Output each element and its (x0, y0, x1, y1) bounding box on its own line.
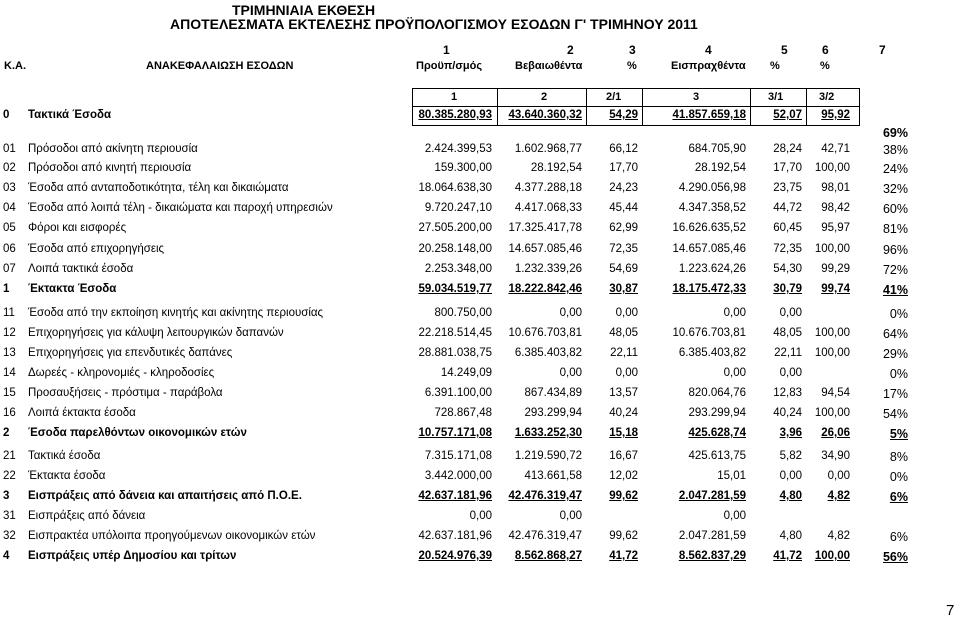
cell-c7-extra: 69% (882, 126, 908, 140)
row-label: Εισπράξεις από δάνεια (28, 510, 146, 522)
cell-c4: 0,00 (723, 510, 746, 522)
cell-c2: 10.676.703,81 (508, 327, 582, 339)
cell-c3: 40,24 (609, 407, 638, 419)
row-label: Τακτικά Έσοδα (28, 109, 112, 121)
cell-c5: 4,80 (779, 490, 802, 502)
cell-c3: 12,02 (609, 470, 638, 482)
cell-c3: 99,62 (609, 490, 638, 502)
cell-c6: 4,82 (827, 530, 850, 542)
cell-c5: 72,35 (773, 243, 802, 255)
row-label: Έκτακτα έσοδα (28, 470, 106, 482)
row-code: 15 (3, 387, 16, 399)
boxed-col-3: 2/1 (606, 91, 622, 103)
summary-header: ΑΝΑΚΕΦΑΛΑΙΩΣΗ ΕΣΟΔΩΝ (146, 60, 294, 72)
cell-c7: 29% (882, 347, 908, 361)
cell-c5: 48,05 (773, 327, 802, 339)
header-box-sep (497, 88, 498, 126)
cell-c1: 42.637.181,96 (418, 490, 492, 502)
cell-c2: 4.377.288,18 (514, 182, 582, 194)
col-name-pct3: % (820, 60, 830, 72)
cell-c1: 728.867,48 (434, 407, 492, 419)
row-code: 02 (3, 162, 16, 174)
cell-c3: 16,67 (609, 450, 638, 462)
cell-c5: 60,45 (773, 222, 802, 234)
cell-c5: 30,79 (773, 283, 802, 295)
cell-c7: 56% (882, 550, 908, 564)
row-label: Λοιπά έκτακτα έσοδα (28, 407, 136, 419)
row-code: 13 (3, 347, 16, 359)
cell-c4: 2.047.281,59 (678, 530, 746, 542)
cell-c5: 0,00 (779, 367, 802, 379)
cell-c5: 17,70 (773, 162, 802, 174)
cell-c4: 0,00 (723, 307, 746, 319)
cell-c3: 0,00 (615, 367, 638, 379)
cell-c3: 54,29 (609, 109, 638, 121)
cell-c6: 94,54 (821, 387, 850, 399)
cell-c2: 4.417.068,33 (514, 202, 582, 214)
col-name-pct2: % (770, 60, 780, 72)
cell-c6: 98,01 (821, 182, 850, 194)
cell-c7: 96% (882, 243, 908, 257)
cell-c4: 293.299,94 (688, 407, 746, 419)
cell-c4: 4.347.358,52 (678, 202, 746, 214)
row-code: 11 (3, 307, 15, 319)
cell-c7: 8% (889, 450, 908, 464)
row-code: 0 (3, 109, 10, 121)
cell-c1: 59.034.519,77 (418, 283, 492, 295)
cell-c6: 100,00 (814, 162, 850, 174)
row-label: Λοιπά τακτικά έσοδα (28, 263, 134, 275)
cell-c3: 66,12 (609, 143, 638, 155)
cell-c3: 48,05 (609, 327, 638, 339)
cell-c1: 0,00 (469, 510, 492, 522)
cell-c6: 95,97 (821, 222, 850, 234)
row-label: Εισπρακτέα υπόλοιπα προηγούμενων οικονομικών ετών (28, 530, 316, 542)
cell-c5: 28,24 (773, 143, 802, 155)
cell-c7: 72% (882, 263, 908, 277)
cell-c2: 18.222.842,46 (508, 283, 582, 295)
cell-c2: 42.476.319,47 (508, 530, 582, 542)
col-number-1: 1 (443, 43, 450, 57)
cell-c2: 0,00 (559, 367, 582, 379)
cell-c3: 99,62 (609, 530, 638, 542)
cell-c1: 20.258.148,00 (418, 243, 492, 255)
cell-c4: 14.657.085,46 (672, 243, 746, 255)
col-number-2: 2 (567, 43, 574, 57)
row-code: 21 (3, 450, 16, 462)
cell-c6: 99,74 (821, 283, 850, 295)
cell-c5: 3,96 (779, 427, 802, 439)
cell-c4: 18.175.472,33 (672, 283, 746, 295)
cell-c4: 1.223.624,26 (678, 263, 746, 275)
cell-c4: 425.613,75 (688, 450, 746, 462)
cell-c4: 15,01 (717, 470, 746, 482)
cell-c5: 12,83 (773, 387, 802, 399)
row-label: Δωρεές - κληρονομιές - κληροδοσίες (28, 367, 215, 379)
cell-c2: 1.602.968,77 (514, 143, 582, 155)
cell-c4: 820.064,76 (688, 387, 746, 399)
page-number: 7 (946, 602, 955, 619)
col-number-7: 7 (879, 43, 886, 57)
row-code: 12 (3, 327, 16, 339)
cell-c1: 10.757.171,08 (418, 427, 492, 439)
cell-c7: 0% (889, 307, 908, 321)
row-code: 16 (3, 407, 16, 419)
cell-c1: 42.637.181,96 (418, 530, 492, 542)
header-box-sep (750, 88, 751, 126)
cell-c1: 9.720.247,10 (424, 202, 492, 214)
cell-c4: 4.290.056,98 (678, 182, 746, 194)
cell-c6: 26,06 (821, 427, 850, 439)
cell-c2: 1.232.339,26 (514, 263, 582, 275)
cell-c7: 38% (882, 143, 908, 157)
cell-c2: 17.325.417,78 (508, 222, 582, 234)
cell-c4: 16.626.635,52 (672, 222, 746, 234)
row-code: 32 (3, 530, 16, 542)
header-box-sep (586, 88, 587, 126)
cell-c7: 6% (889, 490, 908, 504)
cell-c1: 2.424.399,53 (424, 143, 492, 155)
cell-c2: 28.192,54 (530, 162, 582, 174)
cell-c2: 14.657.085,46 (508, 243, 582, 255)
cell-c6: 42,71 (821, 143, 850, 155)
cell-c5: 52,07 (773, 109, 802, 121)
cell-c6: 100,00 (814, 347, 850, 359)
row-code: 01 (3, 143, 16, 155)
cell-c3: 17,70 (609, 162, 638, 174)
boxed-col-2: 2 (541, 91, 548, 103)
cell-c7: 5% (889, 427, 908, 441)
row-code: 03 (3, 182, 16, 194)
cell-c3: 41,72 (609, 550, 638, 562)
cell-c2: 43.640.360,32 (508, 109, 582, 121)
cell-c6: 99,29 (821, 263, 850, 275)
cell-c3: 0,00 (615, 307, 638, 319)
header-box-sep (642, 88, 643, 126)
cell-c1: 28.881.038,75 (418, 347, 492, 359)
cell-c2: 0,00 (559, 510, 582, 522)
cell-c5: 54,30 (773, 263, 802, 275)
row-label: Επιχορηγήσεις για κάλυψη λειτουργικών δαπανών (28, 327, 284, 339)
cell-c5: 44,72 (773, 202, 802, 214)
row-label: Τακτικά έσοδα (28, 450, 101, 462)
col-name-budget: Προϋπ/σμός (416, 60, 483, 72)
cell-c3: 13,57 (609, 387, 638, 399)
col-name-certified: Βεβαιωθέντα (515, 60, 583, 72)
row-label: Έσοδα από την εκποίηση κινητής και ακίνητης περιουσίας (28, 307, 324, 319)
cell-c4: 2.047.281,59 (678, 490, 746, 502)
row-label: Έσοδα από λοιπά τέλη - δικαιώματα και παροχή υπηρεσιών (28, 202, 333, 214)
cell-c3: 24,23 (609, 182, 638, 194)
cell-c4: 6.385.403,82 (678, 347, 746, 359)
cell-c2: 1.633.252,30 (514, 427, 582, 439)
cell-c3: 30,87 (609, 283, 638, 295)
row-code: 4 (3, 550, 10, 562)
cell-c6: 4,82 (827, 490, 850, 502)
cell-c1: 20.524.976,39 (418, 550, 492, 562)
row-code: 2 (3, 427, 10, 439)
row-code: 05 (3, 222, 16, 234)
row-label: Πρόσοδοι από κινητή περιουσία (28, 162, 192, 174)
cell-c5: 0,00 (779, 307, 802, 319)
cell-c1: 22.218.514,45 (418, 327, 492, 339)
cell-c6: 98,42 (821, 202, 850, 214)
cell-c3: 45,44 (609, 202, 638, 214)
row-label: Προσαυξήσεις - πρόστιμα - παράβολα (28, 387, 223, 399)
cell-c7: 24% (882, 162, 908, 176)
cell-c2: 0,00 (559, 307, 582, 319)
cell-c4: 8.562.837,29 (678, 550, 746, 562)
cell-c5: 5,82 (779, 450, 802, 462)
col-number-4: 4 (705, 43, 712, 57)
boxed-col-6: 3/2 (819, 91, 835, 103)
cell-c7: 54% (882, 407, 908, 421)
cell-c7: 6% (889, 530, 908, 544)
col-number-3: 3 (629, 43, 636, 57)
cell-c1: 800.750,00 (434, 307, 492, 319)
cell-c1: 159.300,00 (434, 162, 492, 174)
code-header: Κ.Α. (4, 60, 26, 72)
row-code: 04 (3, 202, 16, 214)
row-label: Φόροι και εισφορές (28, 222, 127, 234)
row-label: Έσοδα παρελθόντων οικονομικών ετών (28, 427, 247, 439)
row-code: 31 (3, 510, 16, 522)
cell-c1: 80.385.280,93 (418, 109, 492, 121)
boxed-col-1: 1 (451, 91, 458, 103)
cell-c4: 10.676.703,81 (672, 327, 746, 339)
cell-c7: 64% (882, 327, 908, 341)
cell-c7: 60% (882, 202, 908, 216)
cell-c4: 41.857.659,18 (672, 109, 746, 121)
boxed-col-4: 3 (693, 91, 700, 103)
cell-c3: 62,99 (609, 222, 638, 234)
cell-c4: 425.628,74 (688, 427, 746, 439)
row-code: 22 (3, 470, 16, 482)
cell-c6: 100,00 (814, 327, 850, 339)
cell-c6: 100,00 (814, 243, 850, 255)
row-code: 07 (3, 263, 16, 275)
cell-c1: 27.505.200,00 (418, 222, 492, 234)
report-subtitle: ΑΠΟΤΕΛΕΣΜΑΤΑ ΕΚΤΕΛΕΣΗΣ ΠΡΟΫΠΟΛΟΓΙΣΜΟΥ ΕΣΟΔΩΝ Γ' ΤΡΙΜΗΝΟΥ 2011 (170, 16, 698, 32)
row-label: Εισπράξεις από δάνεια και απαιτήσεις από Π.Ο.Ε. (28, 490, 302, 502)
cell-c5: 41,72 (773, 550, 802, 562)
cell-c4: 684.705,90 (688, 143, 746, 155)
row-code: 1 (3, 283, 10, 295)
row-code: 14 (3, 367, 16, 379)
cell-c6: 100,00 (814, 550, 850, 562)
cell-c7: 32% (882, 182, 908, 196)
cell-c3: 72,35 (609, 243, 638, 255)
cell-c2: 867.434,89 (524, 387, 582, 399)
col-number-5: 5 (781, 43, 788, 57)
cell-c5: 0,00 (779, 470, 802, 482)
cell-c3: 22,11 (610, 347, 638, 359)
cell-c6: 100,00 (814, 407, 850, 419)
cell-c1: 7.315.171,08 (424, 450, 492, 462)
cell-c2: 293.299,94 (524, 407, 582, 419)
cell-c5: 22,11 (774, 347, 802, 359)
cell-c2: 6.385.403,82 (514, 347, 582, 359)
cell-c1: 6.391.100,00 (424, 387, 492, 399)
cell-c1: 2.253.348,00 (424, 263, 492, 275)
cell-c5: 40,24 (773, 407, 802, 419)
cell-c6: 0,00 (827, 470, 850, 482)
cell-c4: 28.192,54 (694, 162, 746, 174)
cell-c2: 42.476.319,47 (508, 490, 582, 502)
row-label: Έσοδα από ανταποδοτικότητα, τέλη και δικαιώματα (28, 182, 289, 194)
report-title: ΤΡΙΜΗΝΙΑΙΑ ΕΚΘΕΣΗ (232, 2, 376, 18)
col-name-collected: Εισπραχθέντα (671, 60, 746, 72)
row-label: Πρόσοδοι από ακίνητη περιουσία (28, 143, 198, 155)
cell-c4: 0,00 (723, 367, 746, 379)
row-label: Έκτακτα Έσοδα (28, 283, 117, 295)
row-code: 06 (3, 243, 16, 255)
cell-c6: 95,92 (821, 109, 850, 121)
cell-c5: 4,80 (779, 530, 802, 542)
col-name-pct1: % (627, 60, 637, 72)
cell-c2: 413.661,58 (524, 470, 582, 482)
row-label: Επιχορηγήσεις για επενδυτικές δαπάνες (28, 347, 233, 359)
cell-c7: 0% (889, 470, 908, 484)
row-label: Έσοδα από επιχορηγήσεις (28, 243, 165, 255)
row-label: Εισπράξεις υπέρ Δημοσίου και τρίτων (28, 550, 237, 562)
cell-c1: 14.249,09 (440, 367, 492, 379)
cell-c5: 23,75 (773, 182, 802, 194)
cell-c1: 3.442.000,00 (424, 470, 492, 482)
cell-c6: 34,90 (821, 450, 850, 462)
cell-c7: 0% (889, 367, 908, 381)
cell-c1: 18.064.638,30 (418, 182, 492, 194)
header-box-divider (412, 106, 860, 107)
cell-c7: 81% (882, 222, 908, 236)
col-number-6: 6 (822, 43, 829, 57)
cell-c3: 54,69 (609, 263, 638, 275)
header-box-sep (806, 88, 807, 126)
cell-c2: 8.562.868,27 (514, 550, 582, 562)
cell-c7: 17% (882, 387, 908, 401)
boxed-col-5: 3/1 (768, 91, 784, 103)
cell-c7: 41% (882, 283, 908, 297)
cell-c2: 1.219.590,72 (514, 450, 582, 462)
row-code: 3 (3, 490, 10, 502)
cell-c3: 15,18 (609, 427, 638, 439)
